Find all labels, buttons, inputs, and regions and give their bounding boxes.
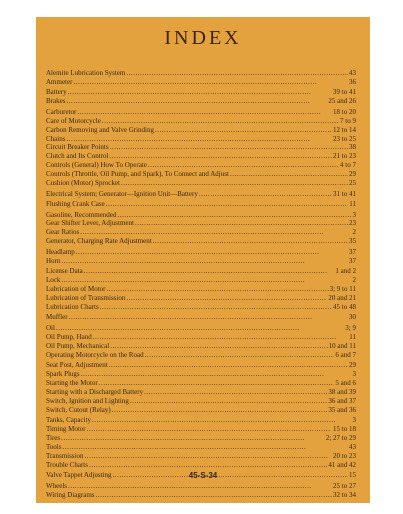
dot-leader — [100, 303, 332, 312]
dot-leader — [130, 397, 328, 406]
index-entry — [46, 285, 356, 294]
index-entry — [46, 190, 356, 199]
dot-leader — [61, 276, 351, 285]
index-entry — [46, 161, 356, 170]
index-entry — [46, 361, 356, 370]
dot-leader — [102, 117, 339, 126]
entry-page: 32 to 34 — [333, 490, 356, 499]
dot-leader — [99, 379, 335, 388]
dot-leader — [66, 97, 327, 106]
entry-page: 20 to 23 — [333, 451, 356, 460]
entry-page: 25 and 26 — [328, 97, 356, 106]
entry-label: Timing Motor — [46, 424, 86, 433]
index-entry — [46, 200, 356, 209]
entry-label: Tires — [46, 433, 61, 442]
index-entry — [46, 211, 356, 220]
entry-label: Switch, Ignition and Lighting — [46, 396, 129, 405]
entry-page: 36 and 37 — [328, 396, 356, 405]
dot-leader — [87, 425, 332, 434]
index-entry — [46, 443, 356, 452]
index-entry — [46, 69, 356, 78]
entry-label: Cushion (Motor) Sprocket — [46, 179, 120, 188]
entry-label: Electrical System; Generator—Ignition Unit—Battery — [46, 189, 198, 198]
entry-page: 21 to 23 — [333, 152, 356, 161]
index-entry — [46, 324, 356, 333]
entry-page: 11 — [349, 200, 356, 209]
dot-leader — [199, 190, 332, 199]
entry-page: 37 — [349, 256, 356, 265]
dot-leader — [84, 452, 332, 461]
entry-label: Starting the Motor — [46, 378, 98, 387]
index-entry — [46, 351, 356, 360]
dot-leader — [73, 78, 348, 87]
entry-page: 38 and 39 — [328, 387, 356, 396]
dot-leader — [107, 285, 329, 294]
dot-leader — [68, 88, 332, 97]
entry-label: Lubrication Charts — [46, 302, 99, 311]
dot-leader — [109, 361, 348, 370]
entry-page: 6 and 7 — [335, 350, 356, 359]
entry-label: Chains — [46, 134, 66, 143]
dot-leader — [110, 342, 327, 351]
entry-page: 41 and 42 — [328, 460, 356, 469]
dot-leader — [69, 313, 348, 322]
dot-leader — [110, 143, 348, 152]
dot-leader — [93, 333, 349, 342]
entry-label: Lubrication of Motor — [46, 285, 106, 293]
entry-label: Alemite Lubrication System — [46, 69, 126, 77]
entry-label: Carburetor — [46, 107, 77, 116]
entry-label: Trouble Charts — [46, 460, 88, 469]
dot-leader — [84, 267, 335, 276]
index-entry — [46, 303, 356, 312]
index-entry — [46, 406, 356, 415]
entry-label: Muffler — [46, 313, 68, 322]
index-entry — [46, 135, 356, 144]
entry-label: Transmission — [46, 451, 84, 460]
dot-leader — [96, 491, 333, 500]
index-entry — [46, 452, 356, 461]
entry-page: 11 — [349, 332, 356, 341]
index-entry — [46, 491, 356, 500]
dot-leader — [77, 108, 332, 117]
dot-leader — [117, 211, 351, 220]
index-entry — [46, 379, 356, 388]
index-entry — [46, 397, 356, 406]
dot-leader — [121, 179, 348, 188]
index-entry — [46, 228, 356, 237]
index-entry — [46, 126, 356, 135]
entry-page: 3; 9 — [345, 323, 356, 332]
index-entry — [46, 152, 356, 161]
entry-label: Lubrication of Transmission — [46, 293, 126, 302]
entry-page: 45 to 48 — [333, 302, 356, 311]
entry-label: Gear Ratios — [46, 228, 80, 237]
entry-page: 39 to 41 — [333, 88, 356, 97]
entry-label: Lock — [46, 276, 61, 285]
index-entry — [46, 78, 356, 87]
index-entry — [46, 294, 356, 303]
entry-page: 4 to 7 — [340, 161, 356, 170]
index-page — [36, 17, 370, 503]
entry-label: Oil — [46, 323, 55, 332]
entry-page: 37 — [349, 247, 356, 256]
entry-page: 31 to 41 — [333, 189, 356, 198]
entry-label: Seat Post, Adjustment — [46, 361, 108, 370]
entry-label: Care of Motorcycle — [46, 116, 101, 125]
entry-label: Tanks, Capacity — [46, 416, 91, 425]
index-entry — [46, 370, 356, 379]
entry-label: Oil Pump, Hand — [46, 332, 92, 341]
entry-label: Operating Motorcycle on the Road — [46, 350, 144, 359]
dot-leader — [153, 237, 348, 246]
entry-page: 1 and 2 — [335, 267, 356, 276]
entry-page: 5 and 6 — [335, 378, 356, 387]
entry-page: 35 and 36 — [328, 405, 356, 414]
dot-leader — [66, 135, 332, 144]
index-entry — [46, 248, 356, 257]
entry-page: 36 — [349, 77, 356, 86]
entry-page: 2 — [352, 228, 356, 237]
entry-page: 23 to 25 — [333, 134, 356, 143]
index-entry — [46, 108, 356, 117]
entry-page: 3 — [352, 369, 356, 378]
dot-leader — [145, 351, 335, 360]
index-entry — [46, 88, 356, 97]
index-entry — [46, 179, 356, 188]
entry-label: Wiring Diagrams — [46, 490, 95, 499]
index-entry — [46, 170, 356, 179]
entry-page: 43 — [349, 442, 356, 451]
entry-label: Controls (General) How To Operate — [46, 161, 147, 170]
dot-leader — [144, 388, 327, 397]
dot-leader — [56, 324, 344, 333]
dot-leader — [61, 257, 348, 266]
page-title: INDEX — [164, 27, 242, 49]
entry-page: 35 — [349, 237, 356, 246]
entry-label: Generator, Charging Rate Adjustment — [46, 237, 152, 246]
index-entry — [46, 97, 356, 106]
entry-label: Starting with a Discharged Battery — [46, 387, 144, 396]
entry-page: 25 — [349, 179, 356, 188]
entry-label: License Data — [46, 267, 83, 276]
entry-label: Spark Plugs — [46, 369, 80, 378]
index-entry — [46, 434, 356, 443]
index-entry — [46, 342, 356, 351]
dot-leader — [230, 170, 348, 179]
entry-page: 2; 27 to 29 — [325, 433, 356, 442]
entry-page: 23 — [349, 219, 356, 228]
entry-label: Ammeter — [46, 77, 73, 86]
entry-label: Carbon Removing and Valve Grinding — [46, 125, 154, 134]
entry-page: 3 — [352, 416, 356, 425]
index-entry — [46, 461, 356, 470]
entry-label: Battery — [46, 88, 67, 97]
entry-label: Headlamp — [46, 247, 75, 256]
index-entry — [46, 482, 356, 491]
dot-leader — [81, 370, 352, 379]
index-entry — [46, 313, 356, 322]
index-entry — [46, 276, 356, 285]
dot-leader — [126, 69, 348, 78]
index-entry — [46, 425, 356, 434]
dot-leader — [62, 443, 348, 452]
entry-page: 10 and 11 — [328, 341, 356, 350]
dot-leader — [106, 200, 349, 209]
dot-leader — [148, 161, 339, 170]
dot-leader — [135, 219, 348, 228]
index-entry — [46, 267, 356, 276]
index-entry — [46, 416, 356, 425]
entry-page: 20 and 21 — [328, 293, 356, 302]
dot-leader — [68, 482, 332, 491]
entry-label: Circuit Breaker Points — [46, 143, 109, 152]
entry-label: Flushing Crank Case — [46, 200, 105, 209]
page-footer: 45-S-34 — [188, 471, 218, 480]
index-list — [46, 69, 356, 499]
entry-label: Switch, Cutout (Relay) — [46, 405, 111, 414]
entry-label: Gasoline, Recommended — [46, 210, 117, 219]
entry-page: 15 — [349, 471, 356, 480]
entry-label: Clutch and Its Control — [46, 152, 109, 161]
entry-label: Brakes — [46, 97, 66, 106]
entry-page: 7 to 9 — [340, 116, 356, 125]
entry-label: Controls (Throttle, Oil Pump, and Spark), To Connect and Adjust — [46, 170, 229, 179]
entry-page: 29 — [349, 361, 356, 370]
entry-page: 12 to 14 — [333, 125, 356, 134]
entry-page: 29 — [349, 170, 356, 179]
entry-page: 25 to 27 — [333, 481, 356, 490]
entry-page: 3; 9 to 11 — [329, 285, 356, 293]
entry-label: Tools — [46, 442, 62, 451]
dot-leader — [126, 294, 327, 303]
entry-label: Horn — [46, 256, 61, 265]
index-entry — [46, 257, 356, 266]
dot-leader — [61, 434, 325, 443]
dot-leader — [112, 406, 328, 415]
entry-label: Gear Shifter Lever, Adjustment — [46, 219, 134, 228]
entry-label: Oil Pump, Mechanical — [46, 341, 110, 350]
dot-leader — [109, 152, 332, 161]
dot-leader — [155, 126, 332, 135]
entry-page: 43 — [349, 69, 356, 77]
entry-page: 2 — [352, 276, 356, 285]
index-entry — [46, 237, 356, 246]
entry-page: 38 — [349, 143, 356, 152]
entry-page: 18 to 20 — [333, 107, 356, 116]
dot-leader — [76, 248, 348, 257]
entry-label: Valve Tappet Adjusting — [46, 471, 112, 480]
entry-page: 3 — [352, 210, 356, 219]
dot-leader — [80, 228, 351, 237]
index-entry — [46, 143, 356, 152]
index-entry — [46, 219, 356, 228]
index-entry — [46, 117, 356, 126]
dot-leader — [92, 416, 352, 425]
entry-page: 30 — [349, 313, 356, 322]
dot-leader — [89, 461, 327, 470]
index-entry — [46, 333, 356, 342]
entry-label: Wheels — [46, 481, 67, 490]
index-entry — [46, 388, 356, 397]
entry-page: 15 to 18 — [333, 424, 356, 433]
